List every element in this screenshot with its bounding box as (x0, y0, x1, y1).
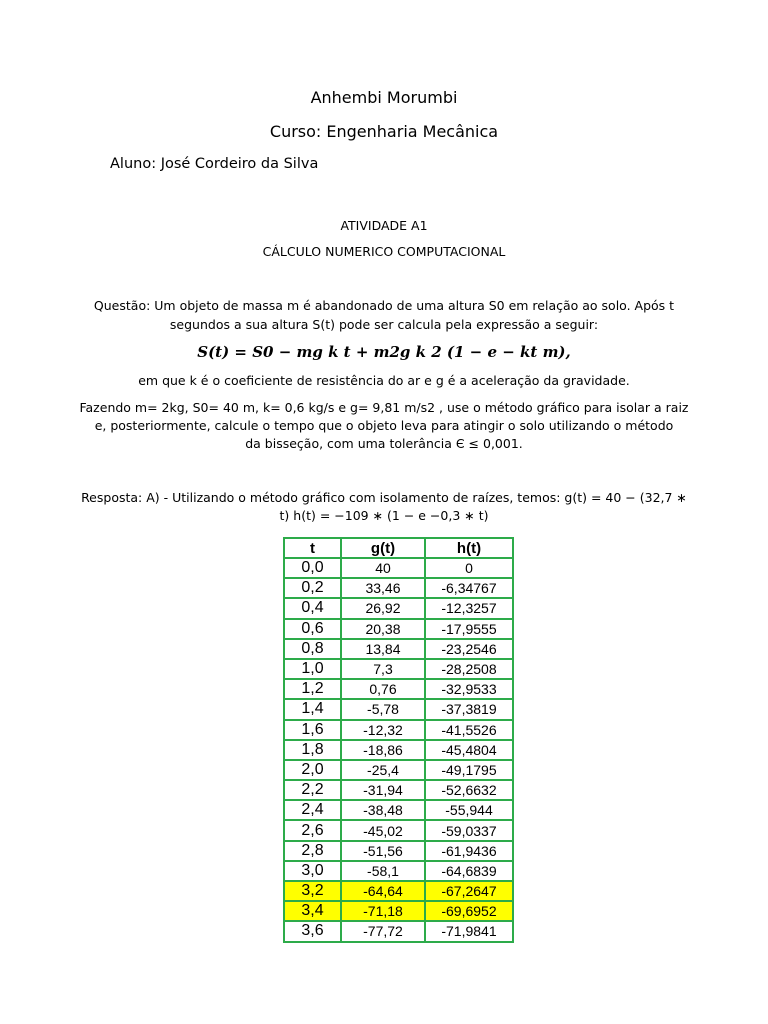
cell-g: -12,32 (341, 720, 425, 740)
cell-g: -64,64 (341, 881, 425, 901)
cell-t: 3,6 (284, 921, 341, 941)
cell-g: -5,78 (341, 699, 425, 719)
table-row (284, 901, 513, 921)
activity-title: ATIVIDADE A1 (340, 218, 428, 233)
cell-g: -31,94 (341, 780, 425, 800)
cell-h: -23,2546 (425, 639, 513, 659)
cell-t: 2,2 (284, 780, 341, 800)
cell-t: 0,0 (284, 558, 341, 578)
table-row (284, 881, 513, 901)
cell-g: -71,18 (341, 901, 425, 921)
table-body (284, 558, 513, 942)
course-title: Curso: Engenharia Mecânica (269, 122, 499, 141)
cell-t: 0,4 (284, 598, 341, 618)
height-equation: S(t) = S0 − mg k t + m2g k 2 (1 − e − kt m), (197, 343, 571, 361)
answer-line-2: t) h(t) = −109 ∗ (1 − e −0,3 ∗ t) (279, 508, 489, 523)
cell-h: -55,944 (425, 800, 513, 820)
cell-t: 3,2 (284, 881, 341, 901)
table-row (284, 639, 513, 659)
cell-t: 0,2 (284, 578, 341, 598)
cell-g: -38,48 (341, 800, 425, 820)
cell-t: 3,4 (284, 901, 341, 921)
cell-h: -37,3819 (425, 699, 513, 719)
cell-h: -41,5526 (425, 720, 513, 740)
cell-t: 2,6 (284, 820, 341, 840)
cell-h: -71,9841 (425, 921, 513, 941)
cell-g: -58,1 (341, 861, 425, 881)
header-h: h(t) (425, 538, 513, 558)
table-row (284, 659, 513, 679)
cell-h: -6,34767 (425, 578, 513, 598)
cell-g: 20,38 (341, 619, 425, 639)
cell-h: -17,9555 (425, 619, 513, 639)
table-row (284, 740, 513, 760)
cell-g: -25,4 (341, 760, 425, 780)
header-g: g(t) (341, 538, 425, 558)
table-row (284, 760, 513, 780)
answer-line-1: Resposta: A) - Utilizando o método gráfico com isolamento de raízes, temos: g(t) = 40 − (32,7 ∗ (81, 490, 687, 505)
cell-g: 40 (341, 558, 425, 578)
cell-h: -52,6632 (425, 780, 513, 800)
cell-t: 1,2 (284, 679, 341, 699)
table-row (284, 780, 513, 800)
cell-t: 3,0 (284, 861, 341, 881)
table-row (284, 699, 513, 719)
question-line-6: da bisseção, com uma tolerância Є ≤ 0,001. (245, 436, 523, 451)
question-line-5: e, posteriormente, calcule o tempo que o objeto leva para atingir o solo utilizando o método (94, 418, 674, 433)
cell-h: 0 (425, 558, 513, 578)
table-header-row (284, 538, 513, 558)
cell-g: 26,92 (341, 598, 425, 618)
question-line-3: em que k é o coeficiente de resistência do ar e g é a aceleração da gravidade. (138, 373, 630, 388)
table-row (284, 578, 513, 598)
cell-t: 2,8 (284, 841, 341, 861)
results-table (283, 537, 514, 943)
table-row (284, 841, 513, 861)
table-row (284, 598, 513, 618)
cell-t: 1,6 (284, 720, 341, 740)
table-row (284, 679, 513, 699)
cell-h: -61,9436 (425, 841, 513, 861)
table-row (284, 720, 513, 740)
cell-g: -18,86 (341, 740, 425, 760)
cell-h: -12,3257 (425, 598, 513, 618)
question-line-4: Fazendo m= 2kg, S0= 40 m, k= 0,6 kg/s e g= 9,81 m/s2 , use o método gráfico para isolar a raiz (79, 400, 689, 415)
cell-h: -69,6952 (425, 901, 513, 921)
cell-h: -32,9533 (425, 679, 513, 699)
cell-h: -45,4804 (425, 740, 513, 760)
question-line-1: Questão: Um objeto de massa m é abandonado de uma altura S0 em relação ao solo. Após t (93, 298, 675, 313)
cell-h: -67,2647 (425, 881, 513, 901)
question-line-2: segundos a sua altura S(t) pode ser calcula pela expressão a seguir: (169, 317, 599, 332)
cell-h: -28,2508 (425, 659, 513, 679)
activity-subject: CÁLCULO NUMERICO COMPUTACIONAL (262, 244, 506, 259)
cell-t: 1,4 (284, 699, 341, 719)
cell-t: 1,8 (284, 740, 341, 760)
cell-t: 2,0 (284, 760, 341, 780)
table-row (284, 558, 513, 578)
table-row (284, 861, 513, 881)
cell-t: 2,4 (284, 800, 341, 820)
cell-h: -64,6839 (425, 861, 513, 881)
cell-t: 0,8 (284, 639, 341, 659)
cell-t: 0,6 (284, 619, 341, 639)
table-row (284, 820, 513, 840)
cell-g: 33,46 (341, 578, 425, 598)
cell-h: -49,1795 (425, 760, 513, 780)
cell-g: -77,72 (341, 921, 425, 941)
student-name: Aluno: José Cordeiro da Silva (110, 156, 319, 172)
cell-g: 13,84 (341, 639, 425, 659)
cell-g: 0,76 (341, 679, 425, 699)
table-row (284, 921, 513, 941)
cell-t: 1,0 (284, 659, 341, 679)
cell-g: -51,56 (341, 841, 425, 861)
cell-h: -59,0337 (425, 820, 513, 840)
institution-title: Anhembi Morumbi (310, 88, 458, 107)
header-t: t (284, 538, 341, 558)
table-row (284, 800, 513, 820)
table-row (284, 619, 513, 639)
cell-g: -45,02 (341, 820, 425, 840)
cell-g: 7,3 (341, 659, 425, 679)
